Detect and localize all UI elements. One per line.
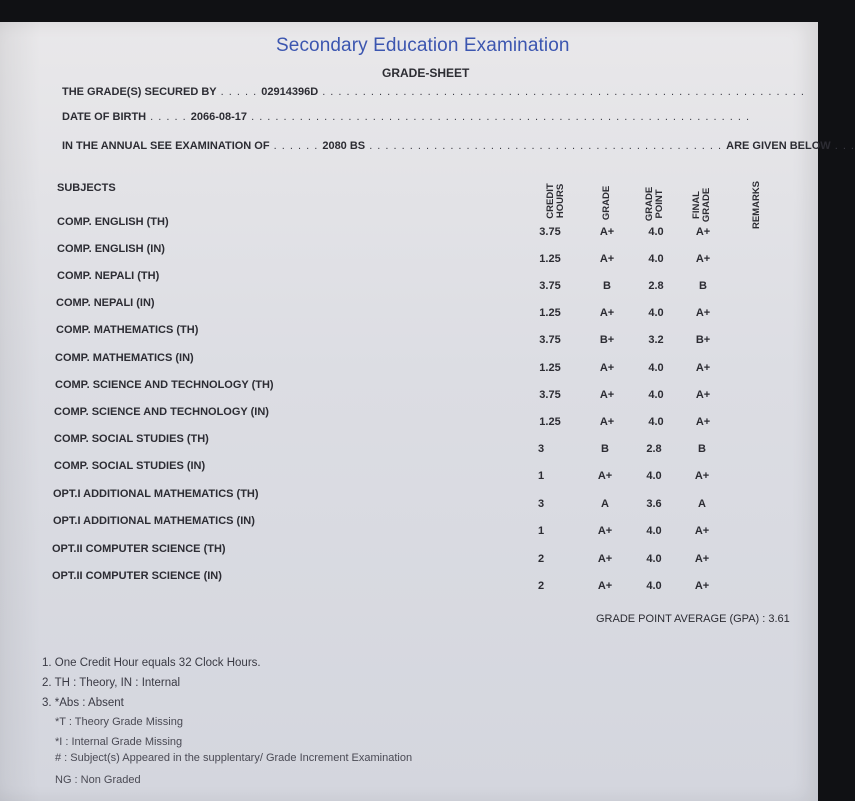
subject-name: COMP. SOCIAL STUDIES (IN) xyxy=(54,460,206,472)
credit-hours: 3.75 xyxy=(539,280,561,292)
final-grade: A+ xyxy=(695,226,711,238)
gpa-text: GRADE POINT AVERAGE (GPA) : 3.61 xyxy=(596,613,790,625)
given-below-label: ARE GIVEN BELOW xyxy=(726,140,831,152)
note-1: 1. One Credit Hour equals 32 Clock Hours. xyxy=(42,657,261,669)
credit-hours: 1 xyxy=(537,525,545,537)
subject-row xyxy=(0,324,818,344)
subject-name: COMP. MATHEMATICS (IN) xyxy=(55,352,194,364)
dob-label: DATE OF BIRTH xyxy=(62,111,147,123)
exam-title: Secondary Education Examination xyxy=(276,35,570,56)
grade-point: 4.0 xyxy=(648,226,664,238)
grade-point: 2.8 xyxy=(648,280,664,292)
final-grade: A+ xyxy=(695,362,711,374)
final-grade: A xyxy=(698,498,706,510)
final-grade: A+ xyxy=(695,253,711,265)
grade-point: 4.0 xyxy=(648,253,664,265)
note-3: 3. *Abs : Absent xyxy=(42,697,124,709)
credit-hours: 2 xyxy=(537,553,545,565)
subject-name: COMP. MATHEMATICS (TH) xyxy=(56,324,199,336)
exam-line: IN THE ANNUAL SEE EXAMINATION OF . . . . . . 2080 BS . . . . . . . . . . . . . . . . . . . . . . . . . . . . . . . . . . . . . . . . . . . . ARE GIVEN BELOW . . . xyxy=(62,140,855,152)
subject-name: COMP. SCIENCE AND TECHNOLOGY (IN) xyxy=(54,406,269,418)
grade: A+ xyxy=(599,307,615,319)
subject-row xyxy=(0,406,818,426)
grade-point: 4.0 xyxy=(648,307,664,319)
remarks-header: REMARKS xyxy=(751,180,762,230)
grade: A+ xyxy=(599,253,615,265)
note-2: 2. TH : Theory, IN : Internal xyxy=(42,677,181,689)
secured-by-line: THE GRADE(S) SECURED BY . . . . . 02914396D . . . . . . . . . . . . . . . . . . . . . . . . . . . . . . . . . . . . . . . . . . . . . . . . . . . . . . . . . . . . xyxy=(62,86,805,98)
grade: A+ xyxy=(597,525,613,537)
subject-name: OPT.I ADDITIONAL MATHEMATICS (IN) xyxy=(53,515,255,527)
credit-hours: 3.75 xyxy=(539,334,561,346)
grade: A+ xyxy=(599,416,615,428)
final-grade: A+ xyxy=(694,470,710,482)
grade: A xyxy=(601,498,609,510)
note-theory-missing: *T : Theory Grade Missing xyxy=(55,716,183,728)
credit-hours: 1.25 xyxy=(539,307,561,319)
subject-name: COMP. SCIENCE AND TECHNOLOGY (TH) xyxy=(55,379,274,391)
subject-name: COMP. SOCIAL STUDIES (TH) xyxy=(54,433,209,445)
grade-point: 4.0 xyxy=(646,553,662,565)
grade-sheet xyxy=(0,22,855,801)
subject-row xyxy=(0,379,818,399)
subject-row xyxy=(0,297,818,317)
grade-point: 3.6 xyxy=(646,498,662,510)
credit-hours: 1.25 xyxy=(539,253,561,265)
final-grade: A+ xyxy=(695,307,711,319)
grade-header: GRADE xyxy=(601,185,612,221)
subject-name: OPT.II COMPUTER SCIENCE (IN) xyxy=(52,570,222,582)
note-internal-missing: *I : Internal Grade Missing xyxy=(55,736,183,748)
subject-name: COMP. ENGLISH (TH) xyxy=(57,216,169,228)
subject-name: OPT.II COMPUTER SCIENCE (TH) xyxy=(52,543,226,555)
grade-point: 3.2 xyxy=(648,334,664,346)
grade: B+ xyxy=(599,334,615,346)
subjects-column-header: SUBJECTS xyxy=(57,182,116,194)
grade-point: 4.0 xyxy=(648,416,664,428)
grade-point: 4.0 xyxy=(648,362,664,374)
symbol-number: 02914396D xyxy=(261,86,319,98)
grade: A+ xyxy=(599,362,615,374)
exam-year: 2080 BS xyxy=(322,140,366,152)
note-non-graded: NG : Non Graded xyxy=(55,774,141,786)
grade-point: 4.0 xyxy=(646,580,662,592)
subject-name: COMP. ENGLISH (IN) xyxy=(57,243,165,255)
grade: A+ xyxy=(597,553,613,565)
grade-point: 2.8 xyxy=(646,443,662,455)
credit-hours: 1.25 xyxy=(539,362,561,374)
final-grade: B xyxy=(699,280,707,292)
grade: A+ xyxy=(599,226,615,238)
dob-value: 2066-08-17 xyxy=(190,111,248,123)
final-grade-header: FINAL GRADE xyxy=(691,187,712,223)
subject-row xyxy=(0,488,818,508)
credit-hours: 1 xyxy=(537,470,545,482)
subject-name: COMP. NEPALI (TH) xyxy=(57,270,160,282)
subject-row xyxy=(0,243,818,263)
subject-row xyxy=(0,433,818,453)
final-grade: A+ xyxy=(694,580,710,592)
note-supplementary: # : Subject(s) Appeared in the supplentary/ Grade Increment Examination xyxy=(55,752,413,764)
grade-point-header: GRADE POINT xyxy=(644,186,665,222)
grade-sheet-heading: GRADE-SHEET xyxy=(382,66,470,80)
credit-hours: 3 xyxy=(537,443,545,455)
grade: A+ xyxy=(597,580,613,592)
grade-point: 4.0 xyxy=(646,470,662,482)
grade: A+ xyxy=(599,389,615,401)
subject-row xyxy=(0,216,818,236)
grade: B xyxy=(603,280,611,292)
final-grade: A+ xyxy=(695,416,711,428)
subject-row xyxy=(0,543,818,563)
grade: A+ xyxy=(597,470,613,482)
final-grade: A+ xyxy=(694,525,710,537)
credit-hours-header: CREDIT HOURS xyxy=(545,183,566,219)
grade-point: 4.0 xyxy=(648,389,664,401)
subject-row xyxy=(0,352,818,372)
final-grade: A+ xyxy=(694,553,710,565)
secured-by-label: THE GRADE(S) SECURED BY xyxy=(62,86,217,98)
exam-label: IN THE ANNUAL SEE EXAMINATION OF xyxy=(62,140,270,152)
subject-name: COMP. NEPALI (IN) xyxy=(56,297,155,309)
final-grade: A+ xyxy=(695,389,711,401)
subject-row xyxy=(0,270,818,290)
subject-row xyxy=(0,570,818,590)
dob-line: DATE OF BIRTH . . . . . 2066-08-17 . . . . . . . . . . . . . . . . . . . . . . . . . . . . . . . . . . . . . . . . . . . . . . . . . . . . . . . . . . . . . . xyxy=(62,111,750,123)
subject-row xyxy=(0,460,818,480)
subject-name: OPT.I ADDITIONAL MATHEMATICS (TH) xyxy=(53,488,259,500)
credit-hours: 2 xyxy=(537,580,545,592)
credit-hours: 3 xyxy=(537,498,545,510)
credit-hours: 3.75 xyxy=(539,226,561,238)
grade-point: 4.0 xyxy=(646,525,662,537)
final-grade: B+ xyxy=(695,334,711,346)
grade: B xyxy=(601,443,609,455)
final-grade: B xyxy=(698,443,706,455)
credit-hours: 3.75 xyxy=(539,389,561,401)
credit-hours: 1.25 xyxy=(539,416,561,428)
subject-row xyxy=(0,515,818,535)
